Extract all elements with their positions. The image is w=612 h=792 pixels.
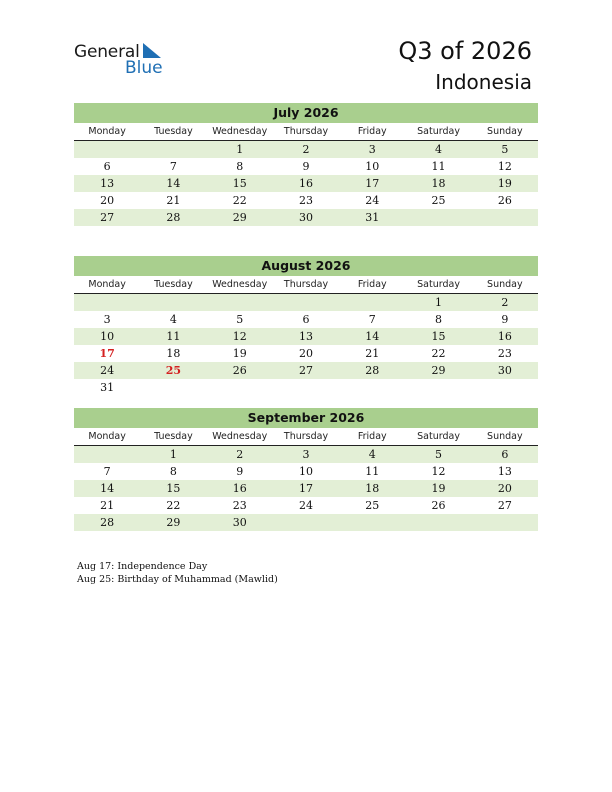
day-cell: 14 (365, 330, 380, 343)
day-cell: 7 (368, 313, 376, 326)
holiday-day-cell: 25 (165, 364, 182, 377)
day-cell: 13 (298, 330, 313, 343)
day-cell (140, 379, 206, 396)
day-cell: 26 (431, 499, 446, 512)
day-cell: 24 (298, 499, 313, 512)
logo-text-general: General (74, 42, 140, 62)
day-cell: 18 (365, 482, 380, 495)
day-cell (339, 294, 405, 311)
month-august (74, 256, 538, 396)
holiday-day-cell: 17 (99, 347, 115, 360)
day-cell: 2 (501, 296, 509, 309)
day-cell: 16 (298, 177, 313, 190)
day-cell: 8 (236, 160, 244, 173)
day-cell: 5 (236, 313, 244, 326)
month-title: September 2026 (74, 408, 538, 428)
page-title: Q3 of 2026 (398, 37, 532, 65)
day-cell (74, 446, 140, 463)
day-cell: 6 (501, 448, 509, 461)
day-cell: 3 (103, 313, 111, 326)
weekday-label: Friday (357, 431, 387, 442)
weekday-header-row (74, 123, 538, 141)
week-row (74, 379, 538, 396)
month-july (74, 103, 538, 226)
day-cell: 9 (302, 160, 310, 173)
day-cell: 9 (501, 313, 509, 326)
week-row (74, 141, 538, 158)
day-cell (405, 514, 471, 531)
day-cell: 4 (435, 143, 443, 156)
week-row (74, 294, 538, 311)
day-cell: 25 (431, 194, 446, 207)
day-cell (339, 514, 405, 531)
day-cell: 13 (100, 177, 115, 190)
day-cell: 6 (103, 160, 111, 173)
day-cell: 1 (169, 448, 177, 461)
day-cell: 18 (431, 177, 446, 190)
week-row (74, 514, 538, 531)
day-cell (207, 294, 273, 311)
week-row (74, 192, 538, 209)
day-cell (140, 294, 206, 311)
weekday-label: Tuesday (154, 279, 193, 290)
day-cell: 10 (298, 465, 313, 478)
week-row (74, 480, 538, 497)
weekday-label: Tuesday (154, 431, 193, 442)
day-cell: 10 (365, 160, 380, 173)
day-cell: 18 (166, 347, 181, 360)
week-row (74, 209, 538, 226)
day-cell: 23 (232, 499, 247, 512)
week-row (74, 328, 538, 345)
day-cell (339, 379, 405, 396)
day-cell: 20 (298, 347, 313, 360)
weekday-label: Wednesday (212, 431, 268, 442)
day-cell (472, 379, 538, 396)
week-row (74, 463, 538, 480)
holiday-note: Aug 17: Independence Day (77, 561, 208, 572)
week-rows (74, 141, 538, 226)
day-cell: 8 (435, 313, 443, 326)
weekday-label: Saturday (417, 279, 460, 290)
day-cell: 31 (365, 211, 380, 224)
day-cell: 7 (169, 160, 177, 173)
week-row (74, 311, 538, 328)
day-cell: 27 (298, 364, 313, 377)
day-cell: 14 (166, 177, 181, 190)
day-cell (472, 514, 538, 531)
day-cell: 25 (365, 499, 380, 512)
holiday-notes (77, 560, 278, 586)
day-cell: 8 (169, 465, 177, 478)
generalblue-logo (74, 42, 174, 78)
weekday-label: Thursday (283, 279, 329, 290)
day-cell: 21 (365, 347, 380, 360)
day-cell: 22 (166, 499, 181, 512)
day-cell: 27 (100, 211, 115, 224)
day-cell: 3 (302, 448, 310, 461)
month-september (74, 408, 538, 531)
day-cell: 26 (497, 194, 512, 207)
day-cell: 7 (103, 465, 111, 478)
day-cell (273, 294, 339, 311)
day-cell: 20 (497, 482, 512, 495)
day-cell: 15 (166, 482, 181, 495)
day-cell: 12 (232, 330, 247, 343)
weekday-label: Wednesday (212, 279, 268, 290)
day-cell: 24 (365, 194, 380, 207)
day-cell (405, 209, 471, 226)
day-cell: 19 (431, 482, 446, 495)
day-cell: 31 (100, 381, 115, 394)
week-rows (74, 294, 538, 396)
day-cell: 16 (497, 330, 512, 343)
day-cell (405, 379, 471, 396)
day-cell: 19 (497, 177, 512, 190)
day-cell: 29 (431, 364, 446, 377)
day-cell: 28 (166, 211, 181, 224)
day-cell: 11 (166, 330, 181, 343)
day-cell: 15 (431, 330, 446, 343)
day-cell: 24 (100, 364, 115, 377)
week-row (74, 345, 538, 362)
week-rows (74, 446, 538, 531)
weekday-label: Saturday (417, 126, 460, 137)
day-cell: 16 (232, 482, 247, 495)
day-cell: 17 (365, 177, 380, 190)
weekday-label: Thursday (283, 126, 329, 137)
day-cell: 30 (298, 211, 313, 224)
weekday-label: Monday (88, 431, 126, 442)
weekday-header-row (74, 276, 538, 294)
weekday-label: Wednesday (212, 126, 268, 137)
day-cell: 3 (368, 143, 376, 156)
day-cell: 9 (236, 465, 244, 478)
weekday-label: Monday (88, 126, 126, 137)
day-cell: 22 (431, 347, 446, 360)
day-cell (74, 294, 140, 311)
day-cell: 15 (232, 177, 247, 190)
day-cell: 21 (166, 194, 181, 207)
day-cell: 23 (298, 194, 313, 207)
day-cell: 19 (232, 347, 247, 360)
weekday-label: Saturday (417, 431, 460, 442)
day-cell: 14 (100, 482, 115, 495)
day-cell: 2 (302, 143, 310, 156)
day-cell (472, 209, 538, 226)
day-cell: 11 (431, 160, 446, 173)
week-row (74, 497, 538, 514)
day-cell: 28 (365, 364, 380, 377)
month-title: August 2026 (74, 256, 538, 276)
day-cell (207, 379, 273, 396)
weekday-label: Sunday (487, 279, 523, 290)
day-cell (74, 141, 140, 158)
logo-flag-icon (141, 43, 163, 59)
day-cell: 12 (431, 465, 446, 478)
day-cell: 1 (435, 296, 443, 309)
day-cell: 2 (236, 448, 244, 461)
week-row (74, 175, 538, 192)
day-cell: 29 (166, 516, 181, 529)
weekday-label: Sunday (487, 431, 523, 442)
month-title: July 2026 (74, 103, 538, 123)
weekday-label: Tuesday (154, 126, 193, 137)
logo-text-blue: Blue (125, 58, 163, 78)
day-cell: 30 (497, 364, 512, 377)
day-cell: 5 (435, 448, 443, 461)
day-cell: 23 (497, 347, 512, 360)
day-cell: 30 (232, 516, 247, 529)
day-cell: 5 (501, 143, 509, 156)
week-row (74, 158, 538, 175)
day-cell: 11 (365, 465, 380, 478)
day-cell: 4 (368, 448, 376, 461)
day-cell: 12 (497, 160, 512, 173)
weekday-header-row (74, 428, 538, 446)
day-cell: 20 (100, 194, 115, 207)
day-cell: 26 (232, 364, 247, 377)
week-row (74, 446, 538, 463)
day-cell: 27 (497, 499, 512, 512)
weekday-label: Friday (357, 126, 387, 137)
day-cell: 13 (497, 465, 512, 478)
day-cell: 28 (100, 516, 115, 529)
weekday-label: Friday (357, 279, 387, 290)
day-cell: 6 (302, 313, 310, 326)
day-cell: 29 (232, 211, 247, 224)
weekday-label: Thursday (283, 431, 329, 442)
weekday-label: Sunday (487, 126, 523, 137)
day-cell: 21 (100, 499, 115, 512)
day-cell (140, 141, 206, 158)
day-cell: 4 (169, 313, 177, 326)
weekday-label: Monday (88, 279, 126, 290)
country-name: Indonesia (435, 70, 532, 94)
holiday-note: Aug 25: Birthday of Muhammad (Mawlid) (77, 574, 278, 585)
week-row (74, 362, 538, 379)
day-cell: 17 (298, 482, 313, 495)
day-cell (273, 514, 339, 531)
day-cell: 10 (100, 330, 115, 343)
day-cell (273, 379, 339, 396)
day-cell: 1 (236, 143, 244, 156)
day-cell: 22 (232, 194, 247, 207)
